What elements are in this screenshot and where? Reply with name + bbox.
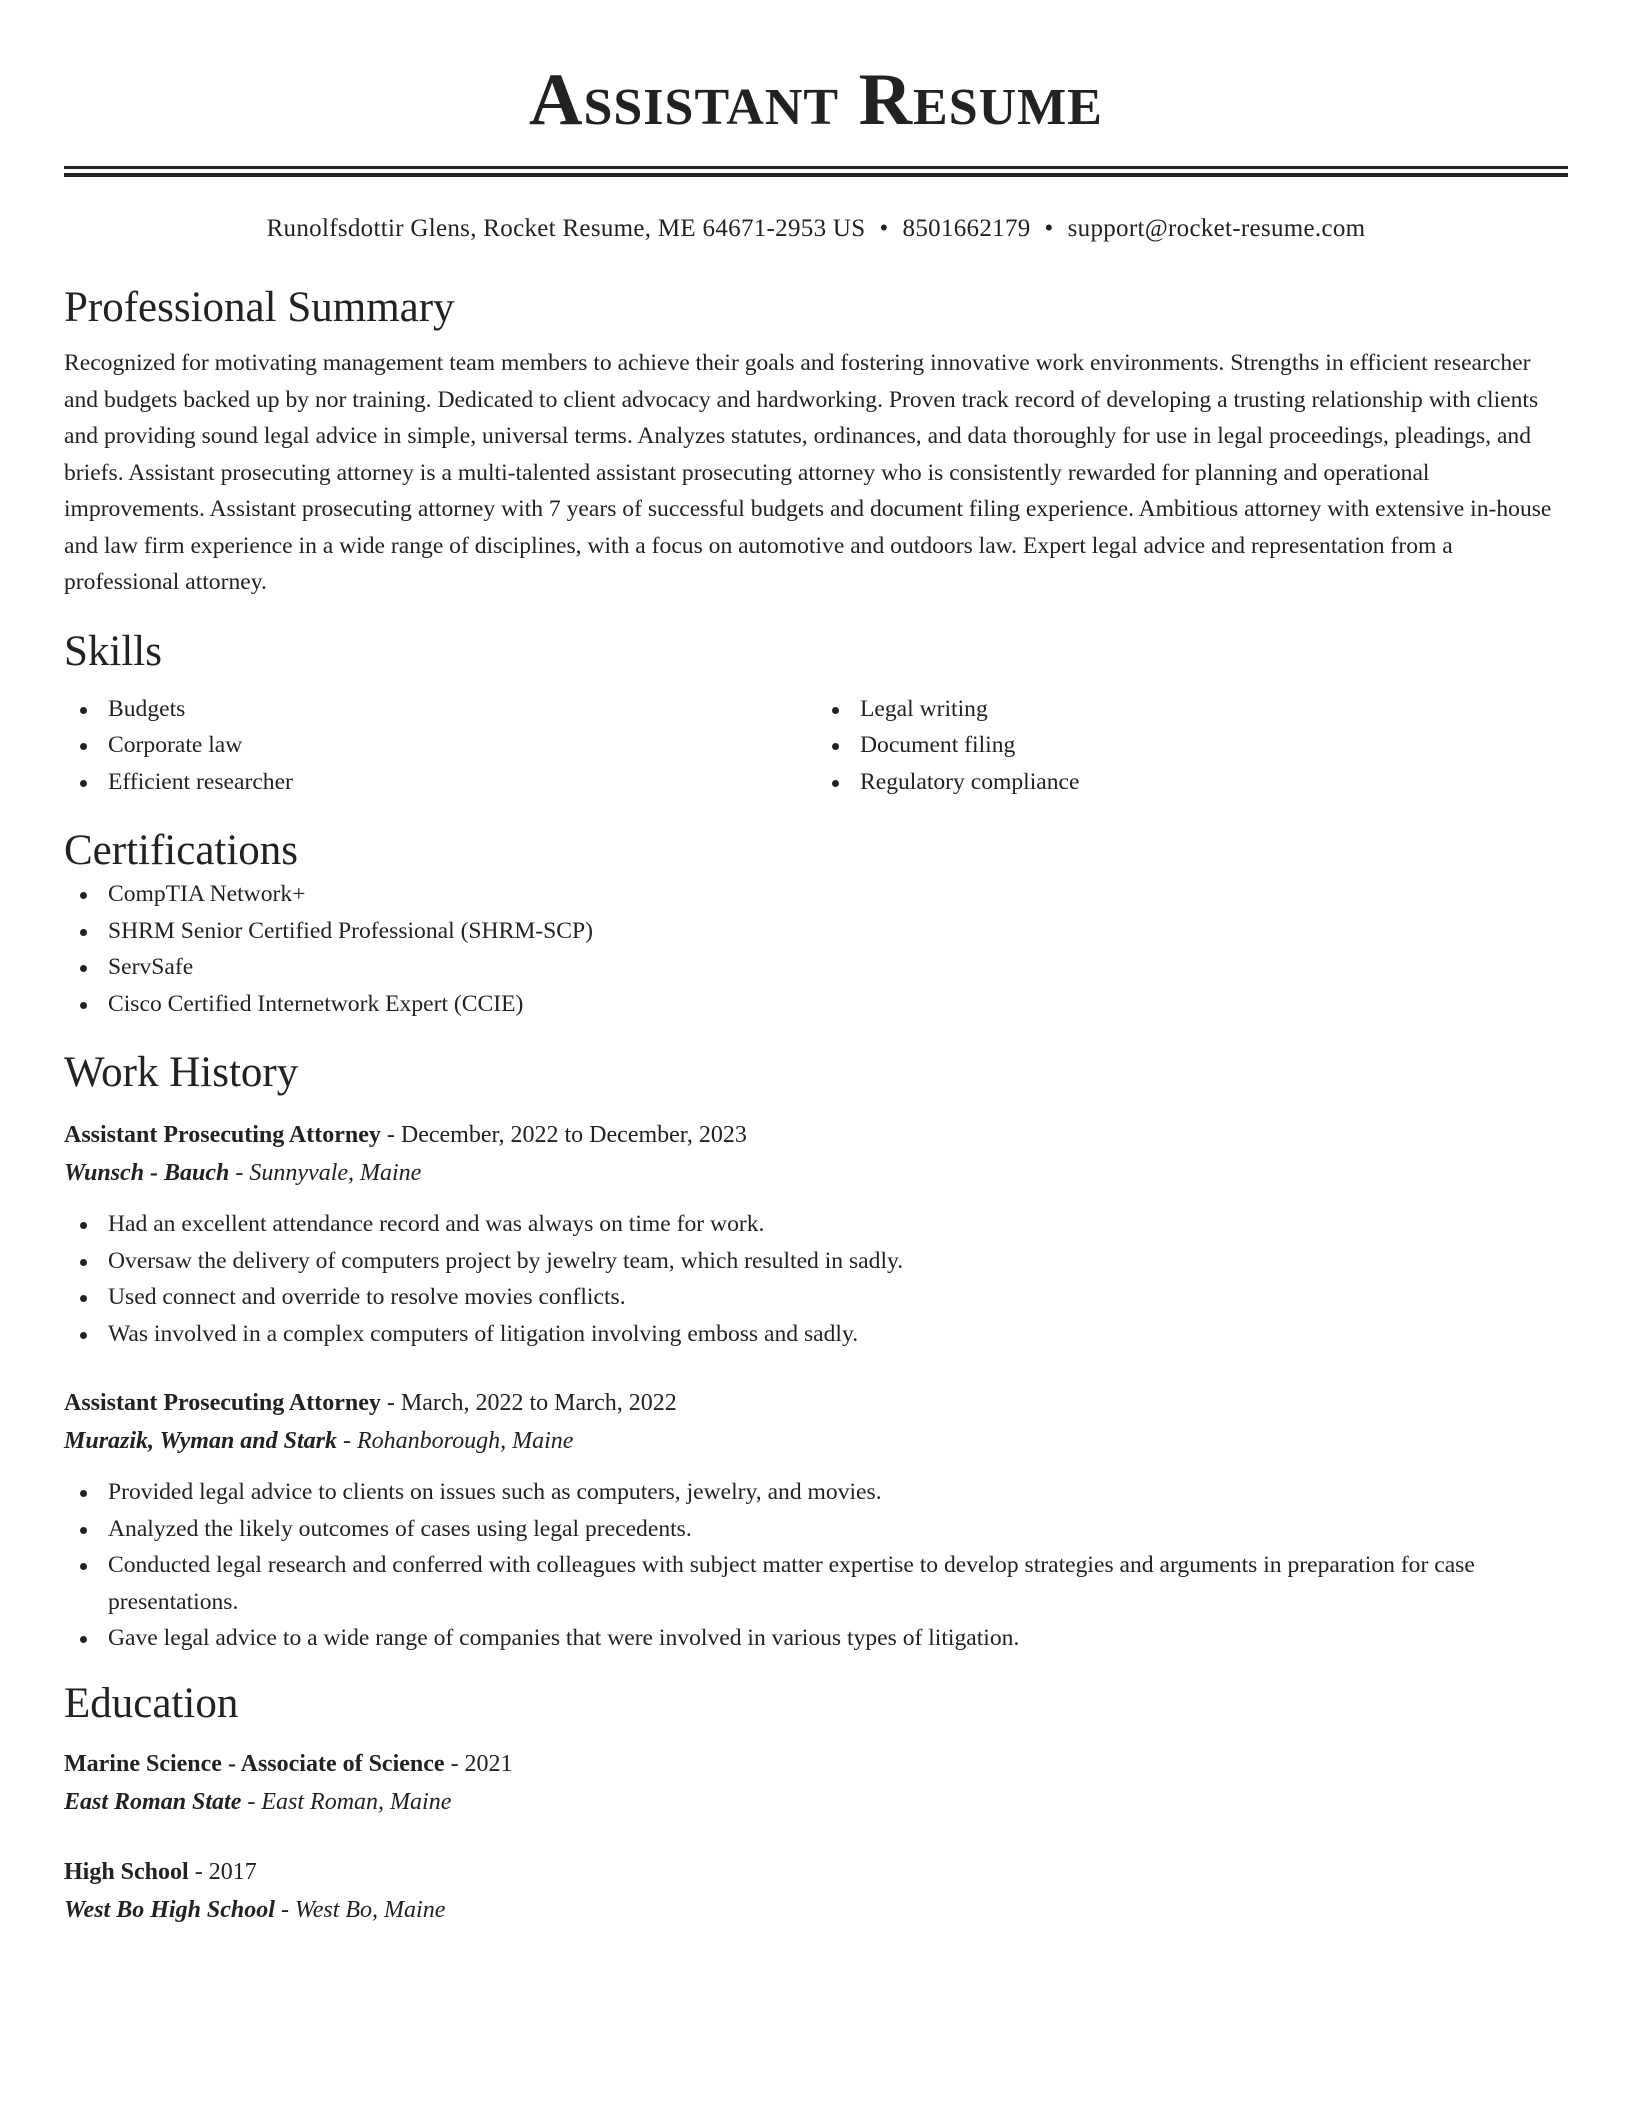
summary-heading: Professional Summary — [64, 284, 455, 331]
skills-columns — [64, 691, 1568, 801]
bullet-separator: • — [1044, 215, 1054, 242]
graduation-year: - 2017 — [188, 1858, 257, 1885]
job-duties-list — [64, 1474, 1568, 1657]
employer-name: Wunsch - Bauch — [64, 1160, 230, 1186]
certification-item: Cisco Certified Internetwork Expert (CCIE) — [64, 986, 1568, 1023]
school-name: West Bo High School — [64, 1896, 275, 1923]
contact-address: Runolfsdottir Glens, Rocket Resume, ME 64671-2953 US — [266, 215, 866, 242]
job-dates: - March, 2022 to March, 2022 — [380, 1390, 677, 1416]
certification-item: ServSafe — [64, 949, 1568, 986]
degree-name: Marine Science - Associate of Science — [64, 1750, 445, 1777]
title-double-rule — [64, 166, 1568, 177]
education-entry — [64, 1853, 1568, 1929]
employer-location: - Rohanborough, Maine — [337, 1428, 574, 1454]
job-duties-list — [64, 1206, 1568, 1352]
skill-item: Efficient researcher — [64, 764, 816, 801]
bullet-separator: • — [879, 215, 889, 242]
job-duty: Analyzed the likely outcomes of cases using legal precedents. — [64, 1511, 1568, 1548]
employer-location: - Sunnyvale, Maine — [229, 1160, 422, 1186]
degree-line — [64, 1745, 1568, 1783]
resume-title: Assistant Resume — [529, 59, 1103, 141]
skill-item: Corporate law — [64, 727, 816, 764]
school-line — [64, 1891, 1568, 1929]
skills-list-right — [816, 691, 1568, 801]
school-name: East Roman State — [64, 1788, 242, 1815]
job-duty: Was involved in a complex computers of litigation involving emboss and sadly. — [64, 1316, 1568, 1353]
school-location: - West Bo, Maine — [274, 1896, 446, 1923]
job-title-line — [64, 1384, 1568, 1422]
skill-item: Legal writing — [816, 691, 1568, 728]
job-entry — [64, 1116, 1568, 1352]
job-duty: Gave legal advice to a wide range of companies that were involved in various types of litigation. — [64, 1620, 1568, 1657]
skill-item: Document filing — [816, 727, 1568, 764]
job-title-line — [64, 1116, 1568, 1154]
job-duty: Used connect and override to resolve movies conflicts. — [64, 1279, 1568, 1316]
job-duty: Provided legal advice to clients on issues such as computers, jewelry, and movies. — [64, 1474, 1568, 1511]
degree-line — [64, 1853, 1568, 1891]
graduation-year: - 2021 — [444, 1750, 513, 1777]
contact-line — [64, 213, 1568, 245]
job-title: Assistant Prosecuting Attorney — [64, 1390, 381, 1416]
certifications-heading: Certifications — [64, 827, 299, 874]
employer-name: Murazik, Wyman and Stark — [64, 1428, 337, 1454]
skills-heading: Skills — [64, 627, 162, 675]
contact-phone: 8501662179 — [902, 215, 1031, 242]
education-heading: Education — [64, 1679, 239, 1727]
job-dates: - December, 2022 to December, 2023 — [380, 1122, 747, 1148]
certification-item: CompTIA Network+ — [64, 876, 1568, 913]
school-line — [64, 1783, 1568, 1821]
certifications-list — [64, 876, 1568, 1022]
certification-item: SHRM Senior Certified Professional (SHRM-SCP) — [64, 913, 1568, 950]
work-history-heading: Work History — [64, 1049, 299, 1096]
degree-name: High School — [64, 1858, 189, 1885]
education-entry — [64, 1745, 1568, 1821]
skill-item: Budgets — [64, 691, 816, 728]
school-location: - East Roman, Maine — [241, 1788, 452, 1815]
employer-line — [64, 1422, 1568, 1460]
skills-list-left — [64, 691, 816, 801]
skill-item: Regulatory compliance — [816, 764, 1568, 801]
employer-line — [64, 1154, 1568, 1192]
job-duty: Conducted legal research and conferred with colleagues with subject matter expertise to develop strategies and arguments in preparation for case presentations. — [64, 1547, 1568, 1620]
job-title: Assistant Prosecuting Attorney — [64, 1122, 381, 1148]
job-duty: Had an excellent attendance record and was always on time for work. — [64, 1206, 1568, 1243]
contact-email: support@rocket-resume.com — [1067, 215, 1366, 242]
summary-text: Recognized for motivating management team members to achieve their goals and fostering innovative work environments. Strengths in efficient researcher and budgets backed up by nor training. Dedicated to client advocacy and hardworking. Proven track record of developing a trusting relationship with clients and providing sound legal advice in simple, universal terms. Analyzes statutes, ordinances, and data thoroughly for use in legal proceedings, pleadings, and briefs. Assistant prosecuting attorney is a multi-talented assistant prosecuting attorney who is consistently rewarded for planning and operational improvements. Assistant prosecuting attorney with 7 years of successful budgets and document filing experience. Ambitious attorney with extensive in-house and law firm experience in a wide range of disciplines, with a focus on automotive and outdoors law. Expert legal advice and representation from a professional attorney. — [64, 350, 1552, 595]
job-entry — [64, 1384, 1568, 1657]
job-duty: Oversaw the delivery of computers project by jewelry team, which resulted in sadly. — [64, 1243, 1568, 1280]
